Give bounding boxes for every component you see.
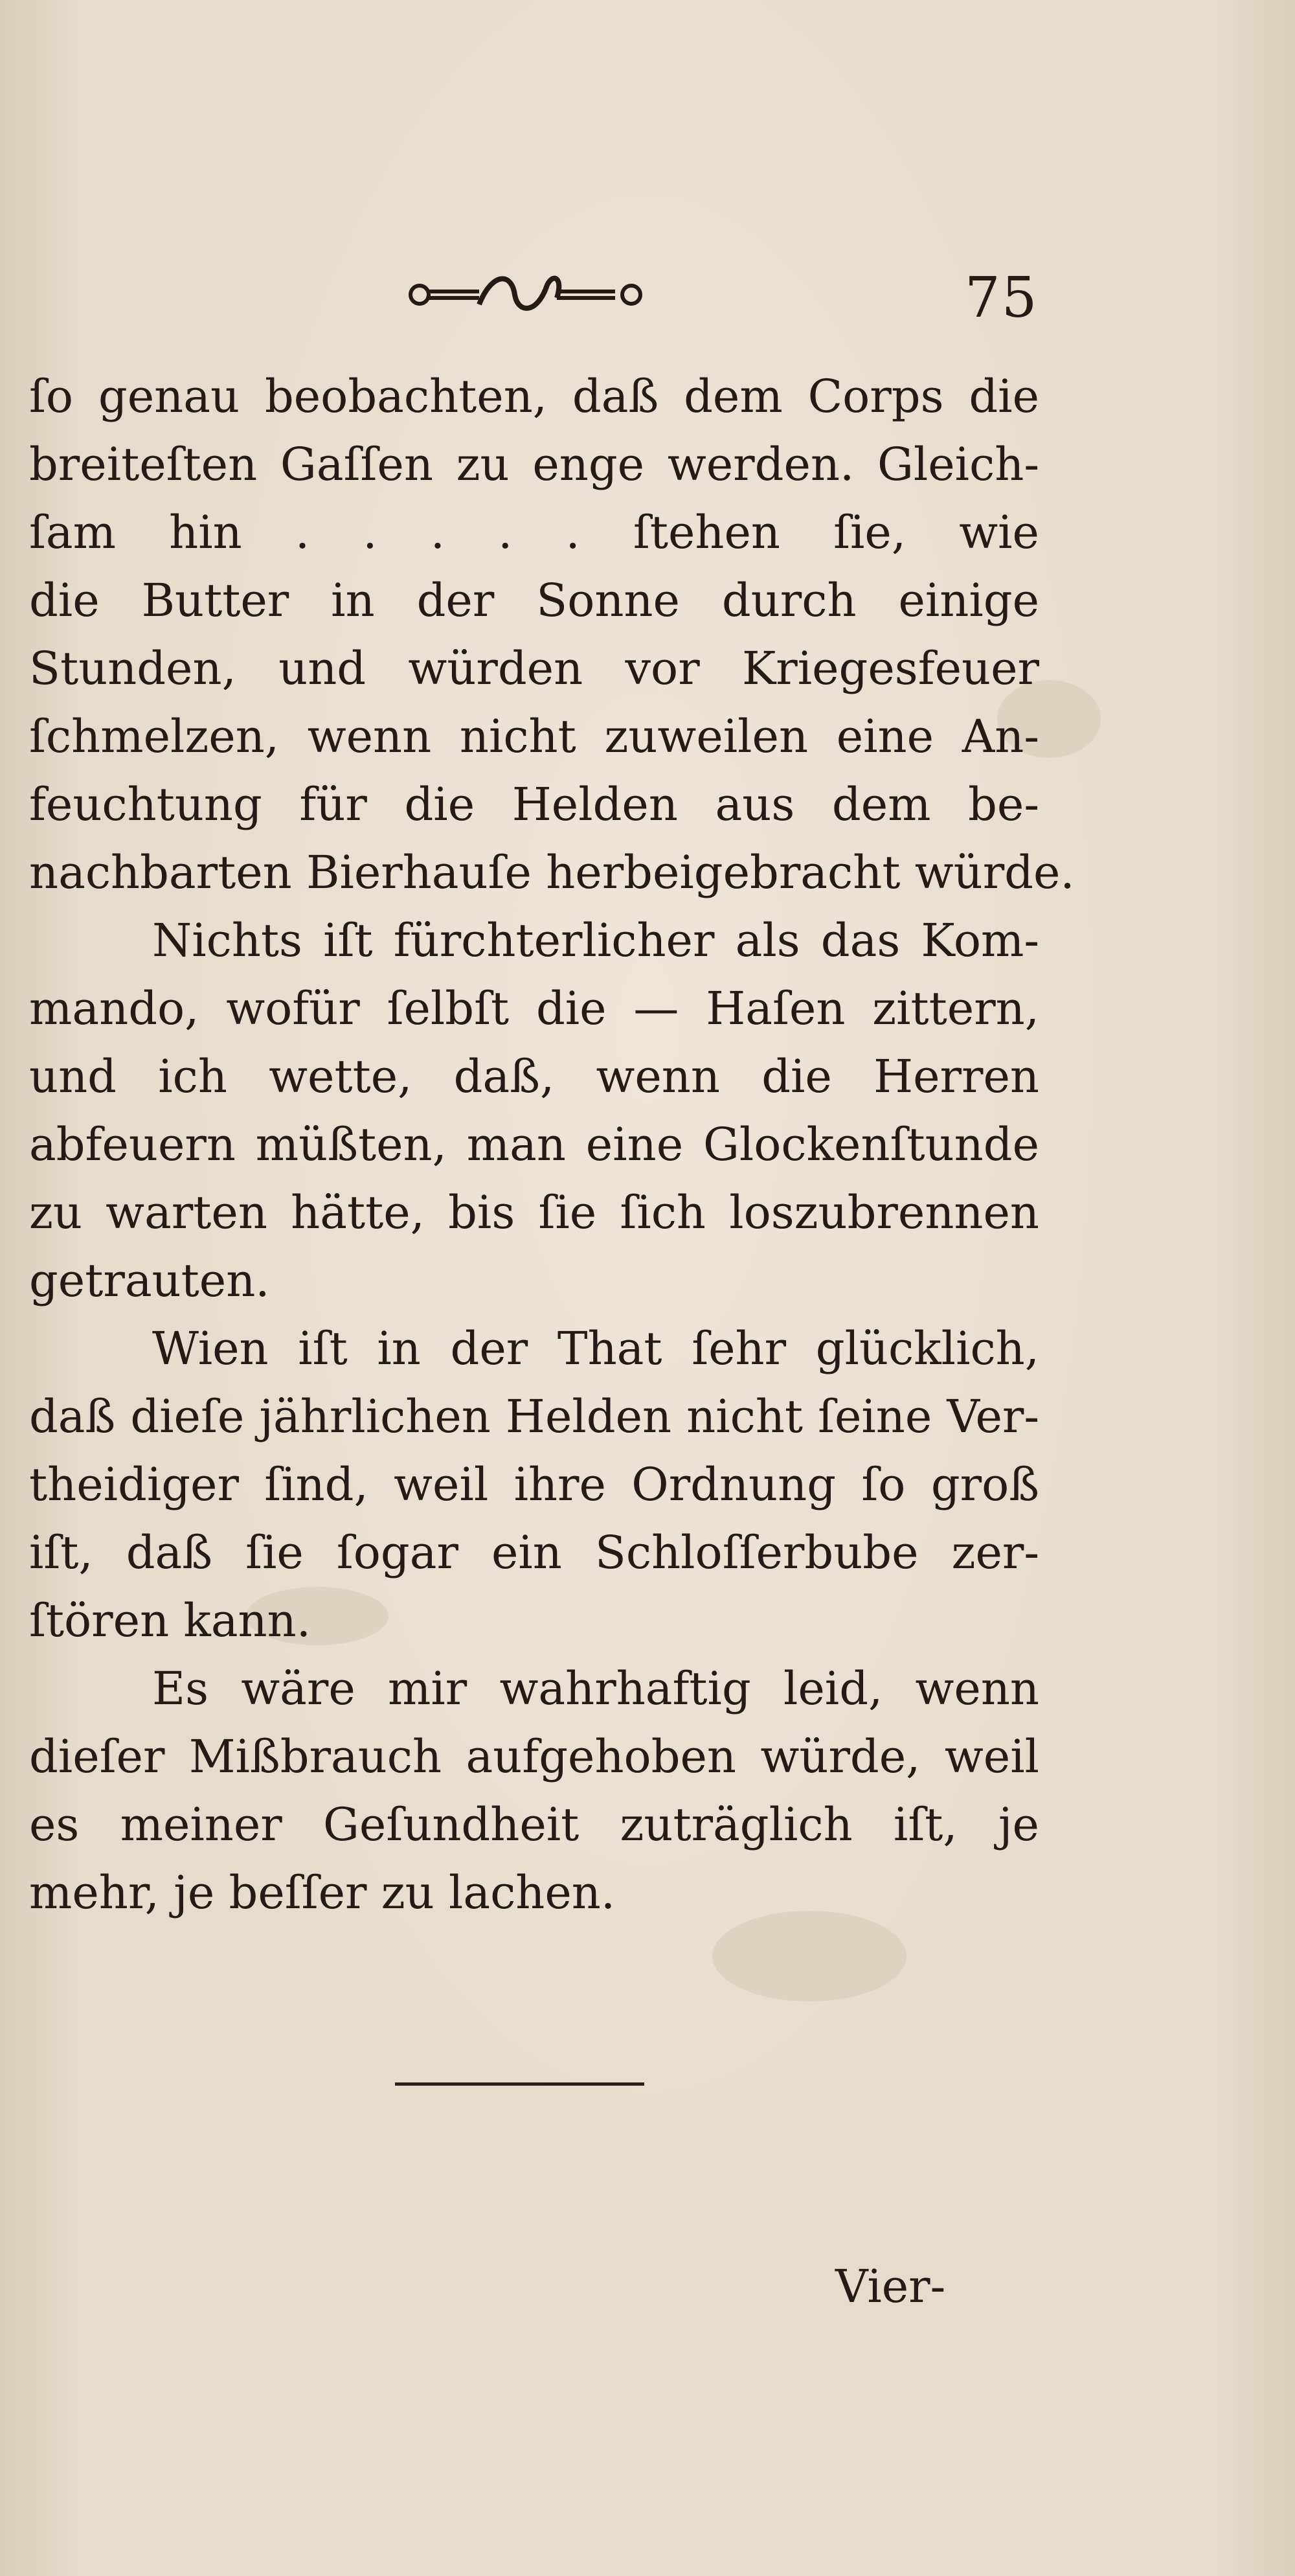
text-line: Stunden, und würden vor Kriegesfeuer [29,642,1039,695]
text-line: und ich wette, daß, wenn die Herren [29,1050,1039,1103]
section-divider [395,2082,644,2086]
body-text [29,363,1075,1927]
text-line: die Butter in der Sonne durch einige [29,574,1039,627]
text-line: nachbarten Bierhauſe herbeigebracht würde. [29,846,1075,899]
page-header [0,259,1295,330]
text-line: abfeuern müßten, man eine Glockenſtunde [29,1118,1039,1171]
text-line: breiteſten Gaſſen zu enge werden. Gleich- [29,438,1039,491]
text-line: feuchtung für die Helden aus dem be- [29,778,1039,831]
text-line: mehr, je beſſer zu lachen. [29,1866,616,1919]
text-line: ſchmelzen, wenn nicht zuweilen eine An- [29,710,1039,763]
text-line: ſo genau beobachten, daß dem Corps die [29,370,1039,423]
text-line: iſt, daß ſie ſogar ein Schloſſerbube zer- [29,1526,1039,1579]
ornament-icon [401,259,648,330]
text-line: dieſer Mißbrauch aufgehoben würde, weil [29,1730,1039,1783]
catchword: Vier- [835,2260,946,2313]
text-line: Wien iſt in der That ſehr glücklich, [152,1322,1039,1375]
text-line: getrauten. [29,1254,270,1307]
page-number: 75 [965,266,1039,330]
text-line: daß dieſe jährlichen Helden nicht ſeine Ver- [29,1390,1039,1443]
text-line: theidiger ſind, weil ihre Ordnung ſo groß [29,1458,1039,1511]
text-line: ſtören kann. [29,1594,311,1647]
text-line: Nichts iſt fürchterlicher als das Kom- [152,914,1039,967]
text-line: ſam hin . . . . . ſtehen ſie, wie [29,506,1039,559]
text-line: Es wäre mir wahrhaftig leid, wenn [152,1662,1039,1715]
text-line: es meiner Geſundheit zuträglich iſt, je [29,1798,1039,1851]
text-line: zu warten hätte, bis ſie ſich loszubrennen [29,1186,1039,1239]
text-line: mando, wofür ſelbſt die — Haſen zittern, [29,982,1039,1035]
